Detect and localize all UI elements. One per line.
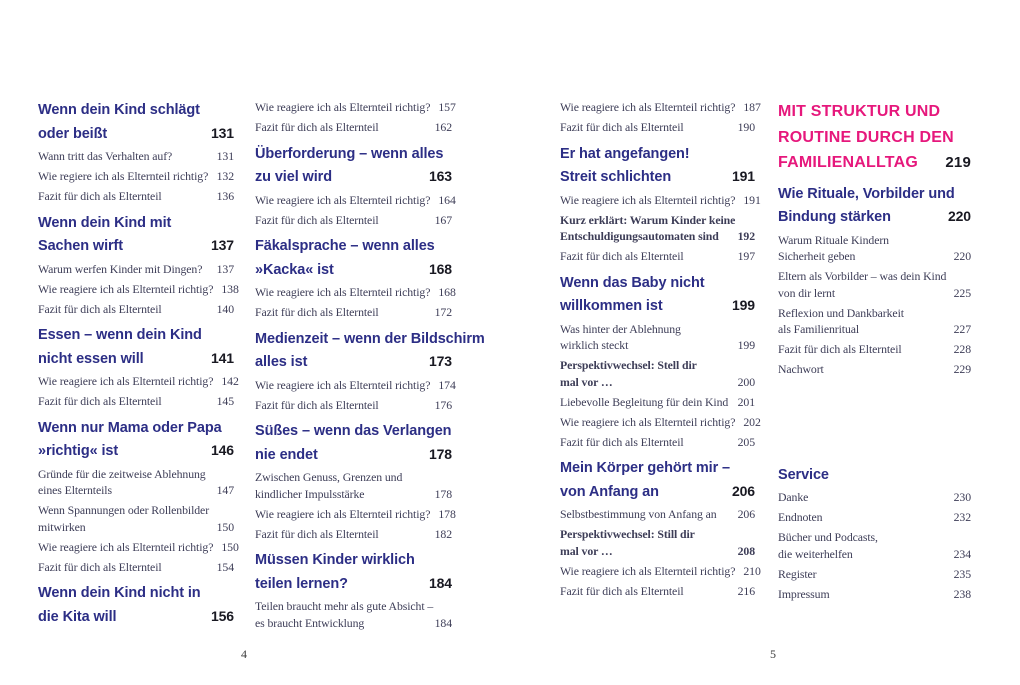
toc-column-3 [560,99,761,603]
toc-text: willkommen ist [560,298,663,314]
folio-right-page-number: 5 [770,647,776,661]
toc-entry [560,414,761,431]
toc-entry [778,361,971,378]
toc-page-number: 199 [731,297,755,313]
toc-text: Wenn dein Kind schlägt [38,102,200,118]
toc-page-number: 184 [428,574,452,591]
toc-entry [255,119,452,136]
toc-text: Fazit für dich als Elternteil [38,301,162,316]
toc-text: Fazit für dich als Elternteil [255,526,379,541]
toc-page-number: 219 [945,154,971,171]
toc-page-number: 235 [953,566,971,581]
toc-text: Wie reagiere ich als Elternteil richtig? [38,281,214,296]
toc-entry [560,248,755,265]
toc-text: Eltern als Vorbilder – was dein Kind [778,269,947,283]
toc-page-number: 190 [737,120,755,134]
toc-entry [560,192,761,209]
toc-text: Fäkalsprache – wenn alles [255,238,435,254]
toc-text: nie endet [255,446,318,463]
toc-chapter-heading [38,99,234,145]
toc-text: Wie reagiere ich als Elternteil richtig? [38,374,214,388]
toc-text: Nachwort [778,362,824,376]
toc-text: Bindung stärken [778,209,891,225]
toc-entry [778,341,971,358]
toc-page-number: 168 [438,285,456,299]
toc-entry [778,529,971,562]
toc-page-number: 145 [216,394,234,408]
toc-text: Fazit für dich als Elternteil [560,120,684,134]
toc-text: Wenn dein Kind mit [38,214,172,231]
toc-page-number: 202 [743,414,761,429]
toc-page-number: 168 [428,260,452,277]
toc-text: eines Elternteils [38,483,112,497]
toc-entry [38,261,234,278]
toc-text: Überforderung – wenn alles [255,145,444,162]
toc-text: Fazit für dich als Elternteil [560,249,684,263]
toc-text: Entschuldigungsautomaten sind [560,229,719,243]
toc-text: Er hat angefangen! [560,145,690,162]
toc-page-number: 192 [737,229,755,243]
toc-page-number: 178 [428,445,452,462]
toc-page-number: 232 [953,510,971,524]
toc-page-number: 197 [737,249,755,263]
toc-entry [38,301,234,318]
toc-text: mitwirken [38,519,86,534]
toc-text: Warum Rituale Kindern [778,232,889,247]
toc-entry [38,539,239,556]
toc-page-number: 137 [216,261,234,276]
toc-page-number: 157 [438,100,456,114]
toc-entry [255,526,452,543]
toc-entry [560,99,761,116]
toc-page-number: 228 [953,342,971,356]
toc-column-2 [255,99,485,635]
toc-entry [560,394,755,411]
toc-page-number: 146 [210,442,234,458]
toc-entry-bold [560,357,755,390]
toc-entry [560,434,755,451]
toc-page-number: 234 [953,546,971,561]
toc-text: Fazit für dich als Elternteil [255,212,379,227]
toc-page-number: 178 [434,486,452,501]
toc-entry [255,598,452,631]
toc-entry-bold [560,212,755,245]
toc-page-number: 150 [221,539,239,554]
toc-text: Wie reagiere ich als Elternteil richtig? [560,414,736,429]
toc-entry [255,99,456,116]
toc-entry [38,502,234,535]
toc-entry [778,305,971,338]
toc-column-4 [778,99,971,606]
toc-entry [560,506,755,523]
toc-text: oder beißt [38,125,108,142]
toc-text: wirklich steckt [560,338,629,352]
toc-text: Streit schlichten [560,169,672,185]
toc-text: ROUTINE DURCH DEN [778,128,954,146]
toc-page-number: 208 [737,543,755,558]
toc-page-number: 230 [953,490,971,504]
toc-text: Fazit für dich als Elternteil [560,434,684,449]
toc-entry [255,397,452,414]
toc-page-number: 182 [434,526,452,541]
toc-text: Fazit für dich als Elternteil [38,189,162,203]
toc-text: Was hinter der Ablehnung [560,321,681,336]
toc-text: Wie reagiere ich als Elternteil richtig? [560,563,736,578]
toc-part-heading [778,99,971,176]
toc-entry [38,168,234,185]
toc-chapter-heading [255,143,452,189]
toc-chapter-heading [255,328,485,374]
toc-text: Wie reagiere ich als Elternteil richtig? [255,506,431,521]
toc-text: Wie regiere ich als Elternteil richtig? [38,169,209,183]
toc-entry-bold [560,526,755,559]
toc-page-number: 191 [743,192,761,207]
toc-text: kindlicher Impulsstärke [255,486,365,501]
toc-page-number: 164 [438,192,456,207]
toc-entry [38,148,234,165]
toc-page-number: 205 [737,434,755,449]
toc-entry [255,377,456,394]
toc-page-number: 191 [731,168,755,184]
toc-page-number: 172 [434,305,452,319]
toc-text: Wie Rituale, Vorbilder und [778,185,955,202]
toc-text: Wann tritt das Verhalten auf? [38,149,173,163]
toc-entry [255,212,452,229]
toc-page-number: 174 [438,377,456,392]
toc-text: Liebevolle Begleitung für dein Kind [560,394,729,409]
toc-page-number: 220 [953,249,971,263]
folio-left-page-number: 4 [241,647,247,661]
toc-text: Fazit für dich als Elternteil [255,397,379,412]
toc-text: MIT STRUKTUR UND [778,103,941,120]
toc-page-number: 131 [216,149,234,163]
toc-text: Wie reagiere ich als Elternteil richtig? [560,100,736,114]
toc-page-number: 220 [947,208,971,224]
toc-text: zu viel wird [255,169,332,185]
toc-page-number: 199 [737,338,755,352]
toc-text: Wie reagiere ich als Elternteil richtig? [255,285,431,299]
toc-text: Wenn nur Mama oder Papa [38,419,222,436]
toc-page-number: 178 [438,506,456,521]
toc-page-number: 201 [737,394,755,409]
toc-text: Gründe für die zeitweise Ablehnung [38,466,206,481]
toc-entry [38,373,239,390]
toc-text: Mein Körper gehört mir – [560,460,731,476]
toc-text: Fazit für dich als Elternteil [38,559,162,574]
toc-entry [255,192,456,209]
toc-chapter-heading [778,464,971,487]
toc-entry [560,321,755,354]
toc-text: Wie reagiere ich als Elternteil richtig? [255,192,431,207]
toc-entry [778,232,971,265]
toc-text: von Anfang an [560,483,659,500]
toc-text: Bücher und Podcasts, [778,530,878,544]
toc-page-number: 132 [216,169,234,183]
toc-chapter-heading [38,324,234,370]
toc-text: von dir lernt [778,285,836,300]
toc-text: Fazit für dich als Elternteil [560,583,684,598]
toc-page-number: 200 [737,374,755,389]
toc-text: teilen lernen? [255,575,348,592]
toc-text: Danke [778,490,809,504]
toc-entry [38,281,239,298]
toc-page-number: 210 [743,563,761,578]
toc-text: die Kita will [38,608,117,625]
toc-page-number: 150 [216,519,234,534]
toc-entry [778,509,971,526]
toc-chapter-heading [38,212,234,258]
toc-page-number: 131 [210,124,234,141]
toc-text: mal vor … [560,374,613,389]
toc-text: FAMILIENALLTAG [778,154,918,171]
toc-text: die weiterhelfen [778,546,853,561]
toc-entry [778,489,971,506]
toc-page-number: 142 [221,374,239,388]
toc-page-number: 176 [434,397,452,412]
toc-text: mal vor … [560,543,613,558]
toc-text: Wie reagiere ich als Elternteil richtig? [255,100,431,114]
toc-page-number: 206 [737,507,755,521]
toc-entry [38,393,234,410]
toc-entry [38,188,234,205]
toc-text: Fazit für dich als Elternteil [778,342,902,356]
toc-entry [560,119,755,136]
toc-chapter-heading [778,183,971,229]
toc-text: Essen – wenn dein Kind [38,327,202,343]
toc-text: »Kacka« ist [255,261,334,278]
toc-text: Service [778,466,829,483]
toc-text: Fazit für dich als Elternteil [38,394,162,408]
toc-text: Wenn das Baby nicht [560,274,705,291]
toc-column-1 [38,99,239,631]
toc-text: Wenn Spannungen oder Rollenbilder [38,503,210,517]
toc-page-number: 136 [216,189,234,203]
toc-page-number: 238 [953,586,971,601]
toc-text: Perspektivwechsel: Still dir [560,527,695,541]
toc-page-number: 163 [428,168,452,184]
toc-text: Teilen braucht mehr als gute Absicht – [255,599,434,613]
toc-text: Wie reagiere ich als Elternteil richtig? [560,192,736,207]
toc-page-number: 184 [434,615,452,630]
toc-text: Süßes – wenn das Verlangen [255,423,452,439]
toc-chapter-heading [38,417,234,463]
toc-chapter-heading [255,235,452,281]
toc-text: Sicherheit geben [778,249,856,263]
toc-chapter-heading [560,143,755,189]
toc-text: Perspektivwechsel: Stell dir [560,358,697,372]
toc-page-number: 156 [210,607,234,624]
toc-text: Müssen Kinder wirklich [255,552,415,568]
toc-text: Register [778,566,817,581]
toc-entry [778,566,971,583]
toc-text: Zwischen Genuss, Grenzen und [255,470,403,484]
toc-page-number: 141 [210,349,234,366]
toc-text: nicht essen will [38,350,144,367]
toc-text: alles ist [255,354,308,370]
toc-chapter-heading [255,549,452,595]
toc-text: Impressum [778,586,830,601]
toc-text: »richtig« ist [38,443,119,459]
toc-text: Medienzeit – wenn der Bildschirm [255,330,485,347]
toc-page-number: 162 [434,120,452,134]
toc-page-number: 206 [731,482,755,499]
toc-page-number: 147 [216,483,234,497]
toc-page-number: 216 [737,583,755,598]
toc-text: Reflexion und Dankbarkeit [778,305,904,320]
toc-text: Warum werfen Kinder mit Dingen? [38,261,203,276]
toc-page-number: 229 [953,362,971,376]
toc-entry [560,563,761,580]
toc-page-number: 187 [743,100,761,114]
toc-text: als Familienritual [778,322,860,336]
toc-page-number: 138 [221,281,239,296]
toc-text: Fazit für dich als Elternteil [255,305,379,319]
toc-text: Selbstbestimmung von Anfang an [560,507,717,521]
toc-text: Wenn dein Kind nicht in [38,585,201,601]
toc-text: Endnoten [778,510,823,524]
toc-entry [255,304,452,321]
toc-entry [38,466,234,499]
toc-text: Kurz erklärt: Warum Kinder keine [560,212,736,227]
toc-entry [560,583,755,600]
toc-chapter-heading [38,582,234,628]
toc-chapter-heading [255,420,452,466]
toc-text: Fazit für dich als Elternteil [255,120,379,134]
toc-text: Wie reagiere ich als Elternteil richtig? [38,539,214,554]
toc-text: Sachen wirft [38,238,124,254]
toc-page-number: 173 [428,353,452,369]
toc-page-number: 167 [434,212,452,227]
toc-text: es braucht Entwicklung [255,615,365,630]
toc-entry [778,268,971,301]
toc-entry [38,559,234,576]
toc-page-number: 154 [216,559,234,574]
toc-page-number: 227 [953,322,971,336]
toc-page-number: 137 [210,237,234,253]
toc-entry [778,586,971,603]
toc-entry [255,284,456,301]
toc-entry [255,469,452,502]
toc-chapter-heading [560,272,755,318]
toc-text: Wie reagiere ich als Elternteil richtig? [255,377,431,392]
toc-page-number: 225 [953,285,971,300]
toc-page-number: 140 [216,301,234,316]
toc-chapter-heading [560,457,755,503]
toc-entry [255,506,456,523]
